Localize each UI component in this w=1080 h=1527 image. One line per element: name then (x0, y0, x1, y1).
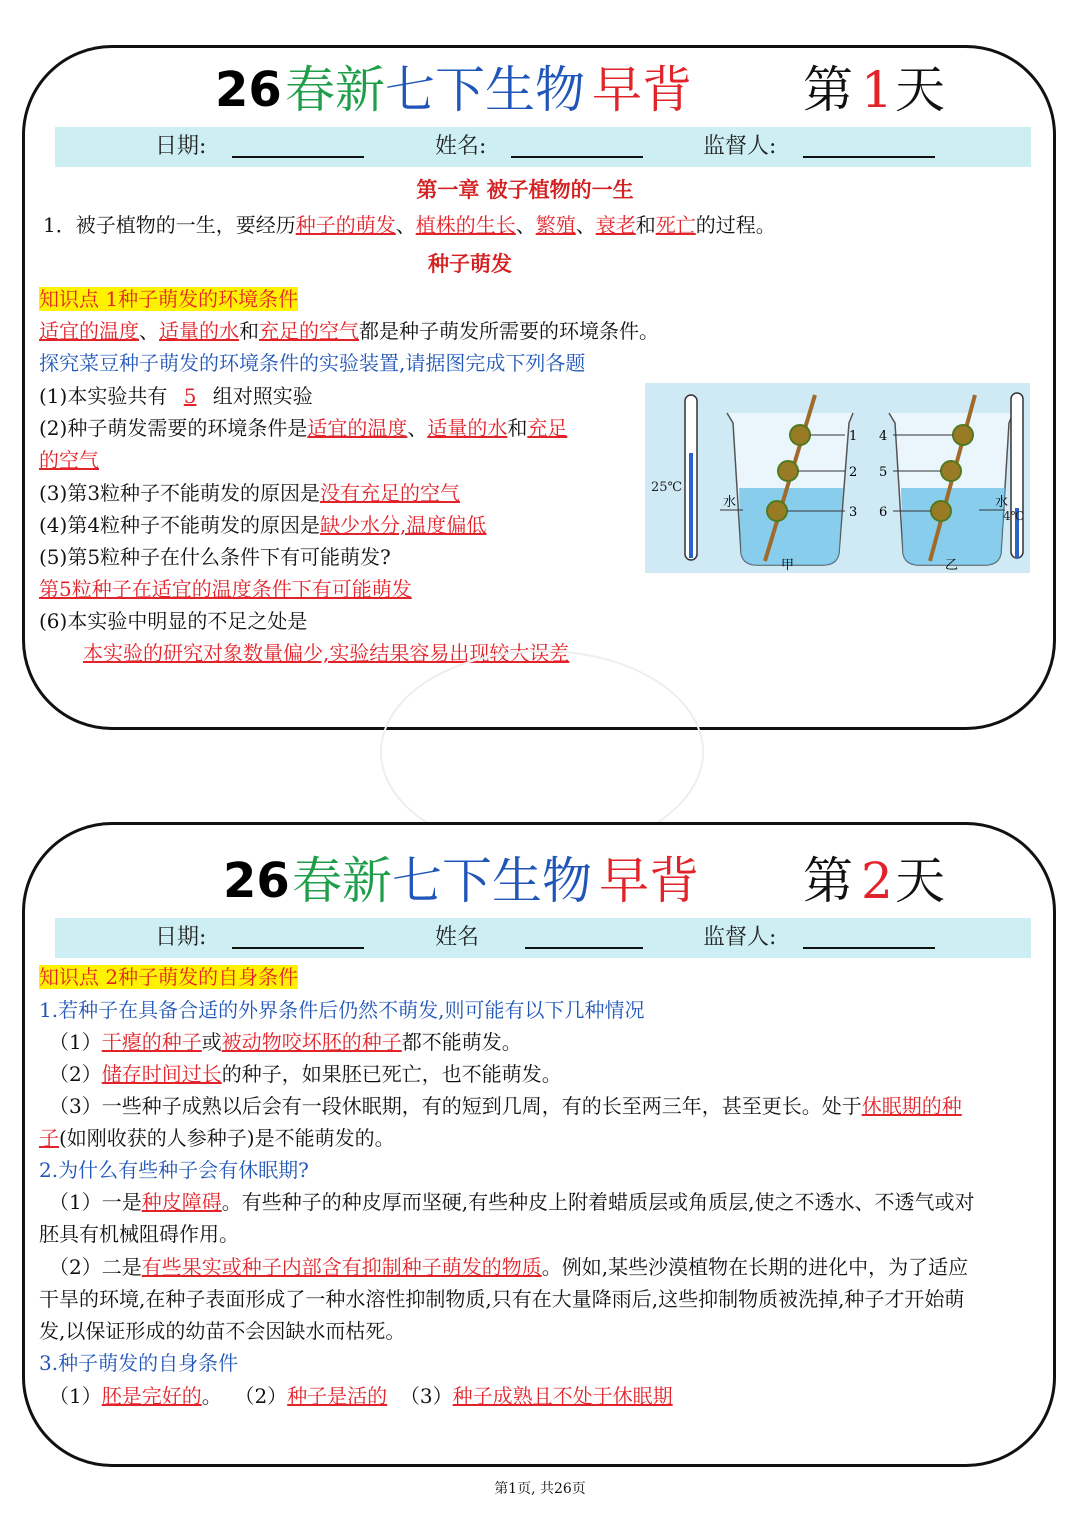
heading-3: 3.种子萌发的自身条件 (39, 1351, 239, 1375)
supervisor-blank[interactable] (803, 947, 935, 949)
day2-card (22, 822, 1056, 1467)
section-heading: 种子萌发 (428, 251, 512, 276)
reason-2-cont1: 干旱的环境,在种子表面形成了一种水溶性抑制物质,只有在大量降雨后,这些抑制物质被洗掉,种子才开始萌 (39, 1287, 965, 1311)
seed-5-label: 5 (879, 465, 888, 480)
title-green: 春新 (292, 852, 392, 910)
case-3-cont: 子(如刚收获的人参种子)是不能萌发的。 (39, 1126, 395, 1150)
answer-5: 第5粒种子在适宜的温度条件下有可能萌发 (39, 577, 412, 601)
question-5: (5)第5粒种子在什么条件下有可能萌发? (39, 545, 391, 569)
title-green: 春新 (285, 61, 385, 119)
name-label: 姓名 (435, 925, 480, 950)
question-2-cont: 的空气 (39, 448, 99, 472)
heading-2: 2.为什么有些种子会有休眠期? (39, 1158, 309, 1182)
info-bar (55, 127, 1031, 167)
title-blue: 七下生物 (392, 852, 592, 910)
question-2: (2)种子萌发需要的环境条件是适宜的温度、适量的水和充足 (39, 416, 568, 440)
question-1: (1)本实验共有 5 组对照实验 (39, 384, 313, 408)
card1-title (25, 50, 1053, 130)
line1: 1．被子植物的一生，要经历种子的萌发、植株的生长、繁殖、衰老和死亡的过程。 (43, 213, 776, 237)
beaker-jia-label: 甲 (781, 558, 795, 573)
water-right-label: 水 (995, 495, 1009, 510)
heading-1: 1.若种子在具备合适的外界条件后仍然不萌发,则可能有以下几种情况 (39, 998, 645, 1022)
question-3: (3)第3粒种子不能萌发的原因是没有充足的空气 (39, 481, 461, 505)
title-number: 26 (223, 853, 290, 909)
title-day-prefix: 第 (803, 852, 853, 910)
beaker-yi-label: 乙 (945, 558, 959, 573)
explore-heading: 探究菜豆种子萌发的环境条件的实验装置,请据图完成下列各题 (39, 351, 586, 375)
temp-right-label: 4℃ (1003, 509, 1025, 523)
reason-1-cont: 胚具有机械阻碍作用。 (39, 1222, 239, 1246)
name-blank[interactable] (511, 156, 643, 158)
reason-1: （1）一是种皮障碍。有些种子的种皮厚而坚硬,有些种皮上附着蜡质层或角质层,使之不透水、不透气或对 (49, 1190, 975, 1214)
supervisor-label: 监督人: (703, 925, 777, 950)
date-label: 日期: (155, 925, 207, 950)
title-day-prefix: 第 (803, 61, 853, 119)
title-day-num: 1 (861, 61, 893, 119)
title-red: 早背 (592, 61, 692, 119)
seed-6-label: 6 (879, 505, 888, 520)
conditions-line: 适宜的温度、适量的水和充足的空气都是种子萌发所需要的环境条件。 (39, 319, 659, 343)
seed-4-label: 4 (879, 429, 888, 444)
water-left-label: 水 (723, 495, 737, 510)
title-red: 早背 (599, 852, 699, 910)
reason-2: （2）二是有些果实或种子内部含有抑制种子萌发的物质。例如,某些沙漠植物在长期的进化中，为了适应 (49, 1255, 969, 1279)
temp-left-label: 25℃ (651, 480, 683, 495)
supervisor-blank[interactable] (803, 156, 935, 158)
answer-6: 本实验的研究对象数量偏少,实验结果容易出现较大误差 (83, 641, 570, 665)
knowledge-point-2: 知识点 2种子萌发的自身条件 (39, 965, 299, 989)
date-blank[interactable] (232, 156, 364, 158)
day1-card (22, 45, 1056, 730)
title-day-suffix: 天 (895, 61, 945, 119)
name-label: 姓名: (435, 134, 487, 159)
name-blank[interactable] (525, 947, 643, 949)
title-day-suffix: 天 (895, 852, 945, 910)
seed-1-label: 1 (849, 429, 858, 444)
reason-2-cont2: 发,以保证形成的幼苗不会因缺水而枯死。 (39, 1319, 406, 1343)
title-day-num: 2 (861, 852, 893, 910)
case-1: （1）干瘪的种子或被动物咬坏胚的种子都不能萌发。 (49, 1030, 522, 1054)
experiment-figure (645, 383, 1030, 573)
knowledge-point-1: 知识点 1种子萌发的环境条件 (39, 287, 299, 311)
page-footer: 第1页, 共26页 (494, 1481, 586, 1497)
chapter-heading: 第一章 被子植物的一生 (416, 177, 634, 202)
case-3: （3）一些种子成熟以后会有一段休眠期，有的短到几周，有的长至两三年，甚至更长。处于休眠期的种 (49, 1094, 962, 1118)
seed-2-label: 2 (849, 465, 858, 480)
supervisor-label: 监督人: (703, 134, 777, 159)
question-4: (4)第4粒种子不能萌发的原因是缺少水分,温度偏低 (39, 513, 487, 537)
date-blank[interactable] (232, 947, 364, 949)
info-bar (55, 918, 1031, 958)
card2-title (25, 841, 1053, 921)
date-label: 日期: (155, 134, 207, 159)
title-blue: 七下生物 (385, 61, 585, 119)
self-conditions: （1）胚是完好的。 （2）种子是活的 （3）种子成熟且不处于休眠期 (49, 1384, 673, 1408)
seed-3-label: 3 (849, 505, 858, 520)
title-number: 26 (215, 62, 282, 118)
question-6: (6)本实验中明显的不足之处是 (39, 609, 308, 633)
case-2: （2）储存时间过长的种子，如果胚已死亡，也不能萌发。 (49, 1062, 562, 1086)
beakers-diagram (645, 383, 1030, 573)
